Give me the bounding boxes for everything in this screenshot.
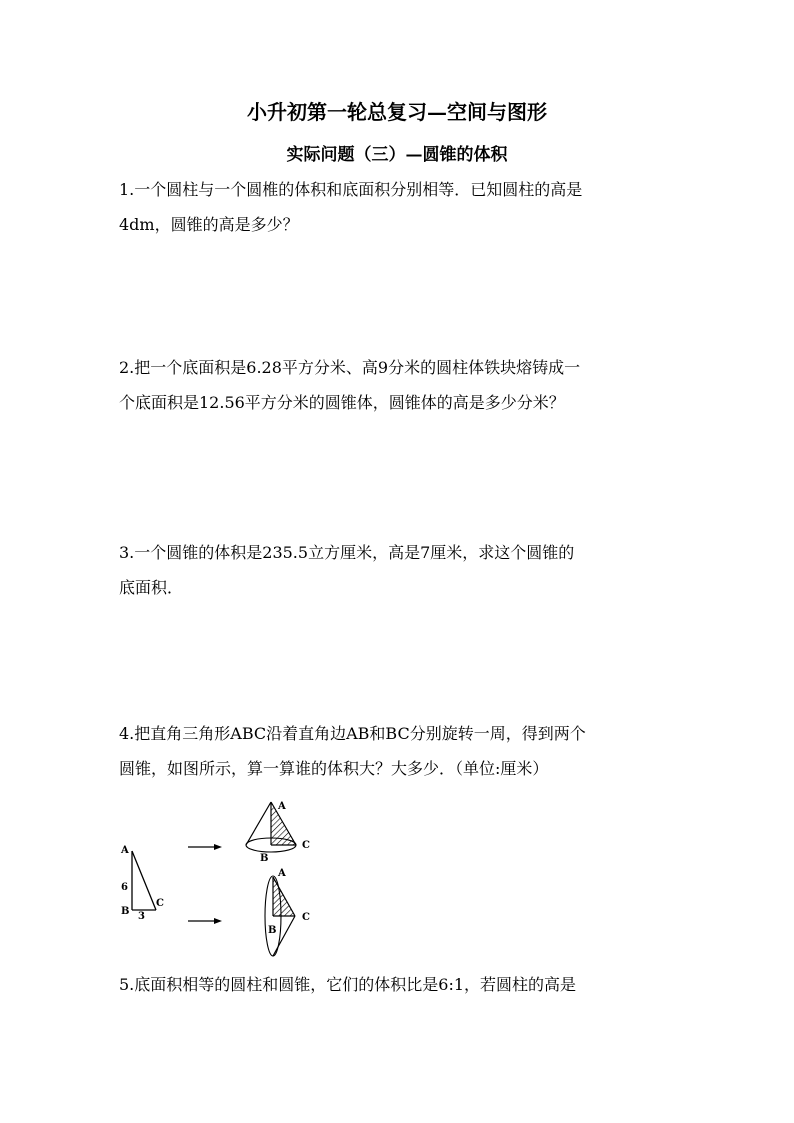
question-1-line-1: 1.一个圆柱与一个圆椎的体积和底面积分别相等．已知圆柱的高是 [119, 180, 583, 199]
question-5-line-1: 5.底面积相等的圆柱和圆锥，它们的体积比是6:1，若圆柱的高是 [119, 975, 577, 994]
cone-bc-label-a: A [278, 868, 286, 879]
triangle-label-b: B [121, 906, 130, 917]
cone-about-ab [246, 801, 310, 864]
question-1-line-2: 4dm，圆锥的高是多少？ [119, 215, 299, 234]
arrow-to-cone-ab [188, 844, 222, 850]
cone-ab-label-a: A [278, 801, 286, 812]
cone-about-bc [265, 868, 310, 956]
page-title: 小升初第一轮总复习—空间与图形 [247, 100, 547, 124]
question-3-line-1: 3.一个圆锥的体积是235.5立方厘米，高是7厘米，求这个圆锥的 [119, 543, 575, 562]
cone-bc-label-c: C [302, 912, 310, 923]
question-5 [119, 967, 679, 1002]
triangle-side-ac [132, 851, 156, 910]
question-2-line-2: 个底面积是12.56平方分米的圆锥体，圆锥体的高是多少分米？ [119, 393, 565, 412]
arrow-to-cone-bc [188, 918, 222, 924]
page-subtitle: 实际问题（三）—圆锥的体积 [286, 145, 508, 165]
rotation-figure [110, 790, 330, 965]
question-4 [119, 716, 679, 786]
question-3 [119, 535, 679, 605]
triangle-side-bc-length: 3 [138, 911, 145, 922]
triangle-label-c: C [156, 898, 164, 909]
question-2-line-1: 2.把一个底面积是6.28平方分米、高9分米的圆柱体铁块熔铸成一 [119, 358, 581, 377]
rotation-figure-svg [110, 790, 330, 965]
cone-ab-label-c: C [302, 840, 310, 851]
cone-bc-label-b: B [268, 925, 277, 936]
cone-ab-label-b: B [260, 853, 269, 864]
question-2 [119, 350, 679, 420]
question-4-line-2: 圆锥，如图所示，算一算谁的体积大？大多少．（单位:厘米） [119, 759, 549, 778]
triangle-label-a: A [121, 845, 129, 856]
question-1 [119, 172, 679, 242]
triangle-side-ab-length: 6 [121, 882, 128, 893]
question-4-line-1: 4.把直角三角形ABC沿着直角边AB和BC分别旋转一周，得到两个 [119, 724, 586, 743]
right-triangle [120, 845, 164, 922]
question-3-line-2: 底面积． [119, 578, 184, 597]
